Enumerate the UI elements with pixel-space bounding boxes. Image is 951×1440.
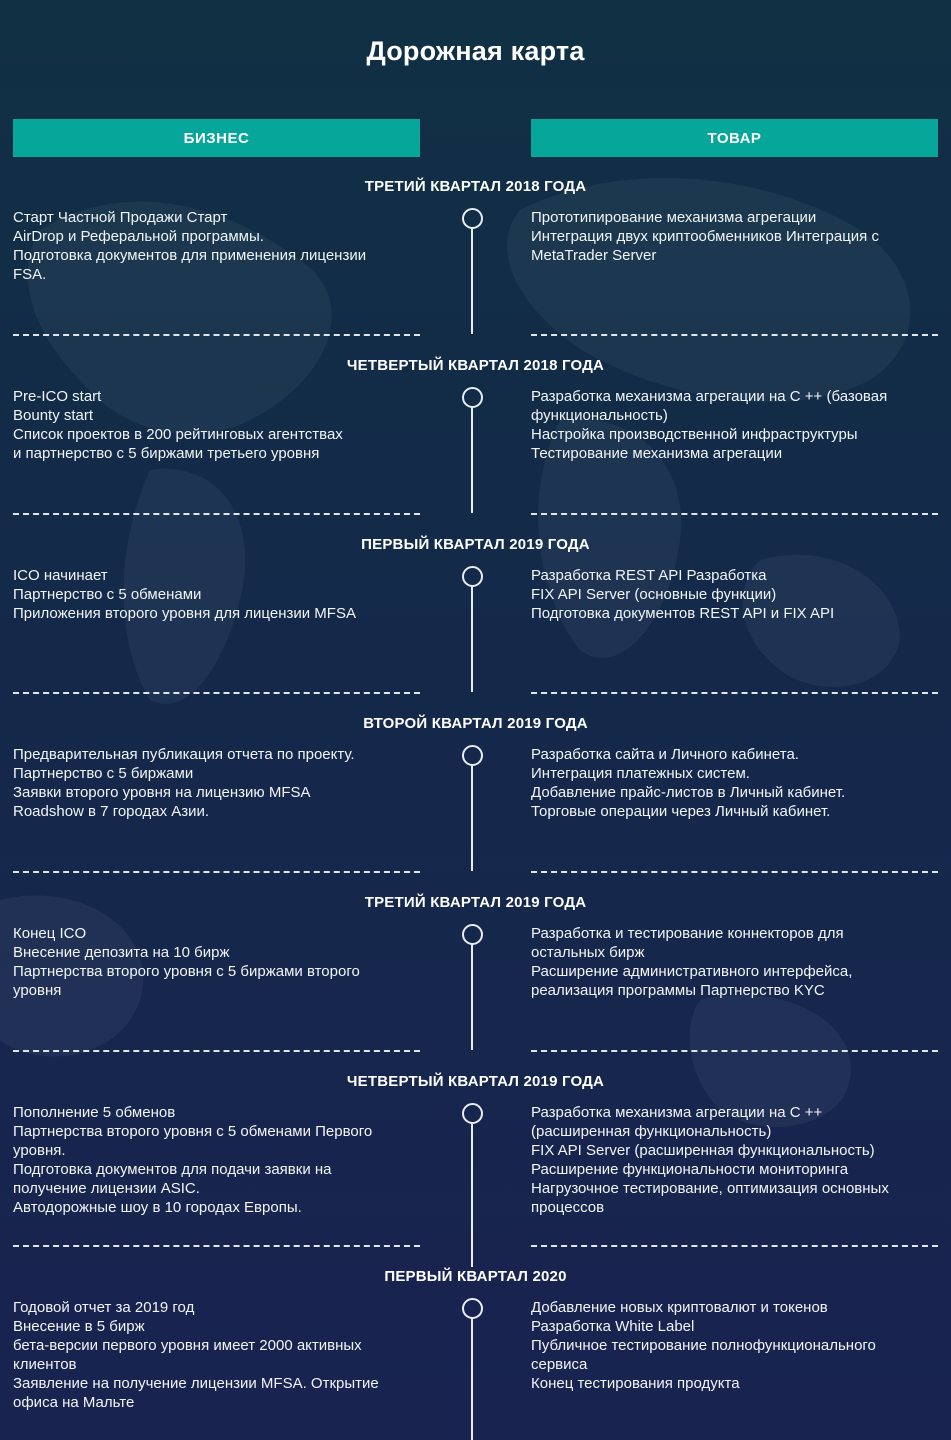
list-item: Партнерство с 5 обменами <box>13 586 202 603</box>
product-items <box>531 924 941 1000</box>
list-item: MetaTrader Server <box>531 247 657 264</box>
list-item: FIX API Server (основные функции) <box>531 586 777 603</box>
list-item: Предварительная публикация отчета по проекту. <box>13 746 355 763</box>
product-items <box>531 387 941 463</box>
timeline-node-icon <box>462 745 483 766</box>
timeline-line <box>471 764 473 871</box>
list-item: клиентов <box>13 1356 77 1373</box>
page-title: Дорожная карта <box>366 36 585 66</box>
list-item: Публичное тестирование полнофункционального <box>531 1337 876 1354</box>
timeline-line <box>471 1122 473 1267</box>
timeline-node-icon <box>462 924 483 945</box>
timeline-node-icon <box>462 208 483 229</box>
business-items <box>13 1298 423 1412</box>
product-items <box>531 566 941 623</box>
timeline-node-icon <box>462 1103 483 1124</box>
timeline-line <box>471 585 473 692</box>
dashed-divider <box>531 334 938 336</box>
business-items <box>13 387 423 463</box>
list-item: офиса на Мальте <box>13 1394 135 1411</box>
list-item: Разработка White Label <box>531 1318 695 1335</box>
list-item: Конец ICO <box>13 925 87 942</box>
quarter-title: ЧЕТВЕРТЫЙ КВАРТАЛ 2018 ГОДА <box>346 357 605 374</box>
list-item: Партнерства второго уровня с 5 обменами Первого <box>13 1123 373 1140</box>
dashed-divider <box>531 513 938 515</box>
business-items <box>13 1103 423 1217</box>
list-item: Pre-ICO start <box>13 388 102 405</box>
product-items <box>531 1298 941 1393</box>
timeline-node-icon <box>462 387 483 408</box>
list-item: AirDrop и Реферальной программы. <box>13 228 264 245</box>
dashed-divider <box>13 1245 420 1247</box>
list-item: Список проектов в 200 рейтинговых агентствах <box>13 426 343 443</box>
dashed-divider <box>531 1245 938 1247</box>
list-item: Пополнение 5 обменов <box>13 1104 176 1121</box>
list-item: Разработка механизма агрегации на C ++ <box>531 1104 823 1121</box>
list-item: Подготовка документов для применения лицензии <box>13 247 367 264</box>
dashed-divider <box>13 1050 420 1052</box>
list-item: Годовой отчет за 2019 год <box>13 1299 195 1316</box>
business-column-header: БИЗНЕС <box>13 119 420 157</box>
list-item: FSA. <box>13 266 47 283</box>
list-item: Добавление прайс-листов в Личный кабинет. <box>531 784 846 801</box>
dashed-divider <box>13 871 420 873</box>
list-item: остальных бирж <box>531 944 645 961</box>
list-item: Партнерство с 5 биржами <box>13 765 194 782</box>
list-item: Тестирование механизма агрегации <box>531 445 783 462</box>
list-item: Интеграция двух криптообменников Интеграция с <box>531 228 879 245</box>
list-item: FIX API Server (расширенная функциональность) <box>531 1142 875 1159</box>
list-item: Внесение в 5 бирж <box>13 1318 145 1335</box>
list-item: Торговые операции через Личный кабинет. <box>531 803 831 820</box>
product-items <box>531 208 941 265</box>
list-item: получение лицензии ASIC. <box>13 1180 200 1197</box>
timeline-node-icon <box>462 566 483 587</box>
dashed-divider <box>531 692 938 694</box>
product-column-header: ТОВАР <box>531 119 938 157</box>
list-item: бета-версии первого уровня имеет 2000 активных <box>13 1337 362 1354</box>
quarter-title: ТРЕТИЙ КВАРТАЛ 2018 ГОДА <box>364 178 587 195</box>
list-item: Разработка и тестирование коннекторов для <box>531 925 844 942</box>
list-item: (расширенная функциональность) <box>531 1123 772 1140</box>
timeline-node-icon <box>462 1298 483 1319</box>
dashed-divider <box>13 334 420 336</box>
timeline-line <box>471 943 473 1050</box>
list-item: Разработка механизма агрегации на C ++ (базовая <box>531 388 888 405</box>
quarter-title: ТРЕТИЙ КВАРТАЛ 2019 ГОДА <box>364 894 587 911</box>
quarter-title: ВТОРОЙ КВАРТАЛ 2019 ГОДА <box>363 715 588 732</box>
list-item: Расширение административного интерфейса, <box>531 963 853 980</box>
timeline-line <box>471 1317 473 1440</box>
list-item: Bounty start <box>13 407 94 424</box>
list-item: реализация программы Партнерство KYC <box>531 982 825 999</box>
list-item: Подготовка документов REST API и FIX API <box>531 605 835 622</box>
list-item: процессов <box>531 1199 605 1216</box>
list-item: Интеграция платежных систем. <box>531 765 750 782</box>
dashed-divider <box>531 1050 938 1052</box>
list-item: уровня <box>13 982 62 999</box>
dashed-divider <box>13 513 420 515</box>
list-item: Расширение функциональности мониторинга <box>531 1161 849 1178</box>
list-item: Roadshow в 7 городах Азии. <box>13 803 210 820</box>
quarter-title: ПЕРВЫЙ КВАРТАЛ 2019 ГОДА <box>361 536 590 553</box>
list-item: Внесение депозита на 10 бирж <box>13 944 230 961</box>
list-item: Добавление новых криптовалют и токенов <box>531 1299 828 1316</box>
list-item: ICO начинает <box>13 567 108 584</box>
list-item: Нагрузочное тестирование, оптимизация основных <box>531 1180 889 1197</box>
list-item: Автодорожные шоу в 10 городах Европы. <box>13 1199 302 1216</box>
timeline-line <box>471 406 473 513</box>
list-item: уровня. <box>13 1142 66 1159</box>
list-item: Настройка производственной инфраструктуры <box>531 426 858 443</box>
list-item: Разработка REST API Разработка <box>531 567 767 584</box>
list-item: Приложения второго уровня для лицензии MFSA <box>13 605 356 622</box>
quarter-title: ЧЕТВЕРТЫЙ КВАРТАЛ 2019 ГОДА <box>346 1073 605 1090</box>
timeline-line <box>471 227 473 334</box>
list-item: функциональность) <box>531 407 668 424</box>
business-items <box>13 566 423 623</box>
list-item: Партнерства второго уровня с 5 биржами второго <box>13 963 360 980</box>
dashed-divider <box>531 871 938 873</box>
product-items <box>531 1103 941 1217</box>
business-items <box>13 745 423 821</box>
list-item: Конец тестирования продукта <box>531 1375 740 1392</box>
list-item: и партнерство с 5 биржами третьего уровня <box>13 445 320 462</box>
business-items <box>13 208 423 284</box>
list-item: сервиса <box>531 1356 588 1373</box>
quarter-title: ПЕРВЫЙ КВАРТАЛ 2020 <box>384 1268 567 1285</box>
dashed-divider <box>13 692 420 694</box>
list-item: Заявление на получение лицензии MFSA. Открытие <box>13 1375 379 1392</box>
list-item: Старт Частной Продажи Старт <box>13 209 228 226</box>
list-item: Разработка сайта и Личного кабинета. <box>531 746 799 763</box>
list-item: Заявки второго уровня на лицензию MFSA <box>13 784 311 801</box>
business-items <box>13 924 423 1000</box>
list-item: Прототипирование механизма агрегации <box>531 209 817 226</box>
product-items <box>531 745 941 821</box>
list-item: Подготовка документов для подачи заявки на <box>13 1161 332 1178</box>
